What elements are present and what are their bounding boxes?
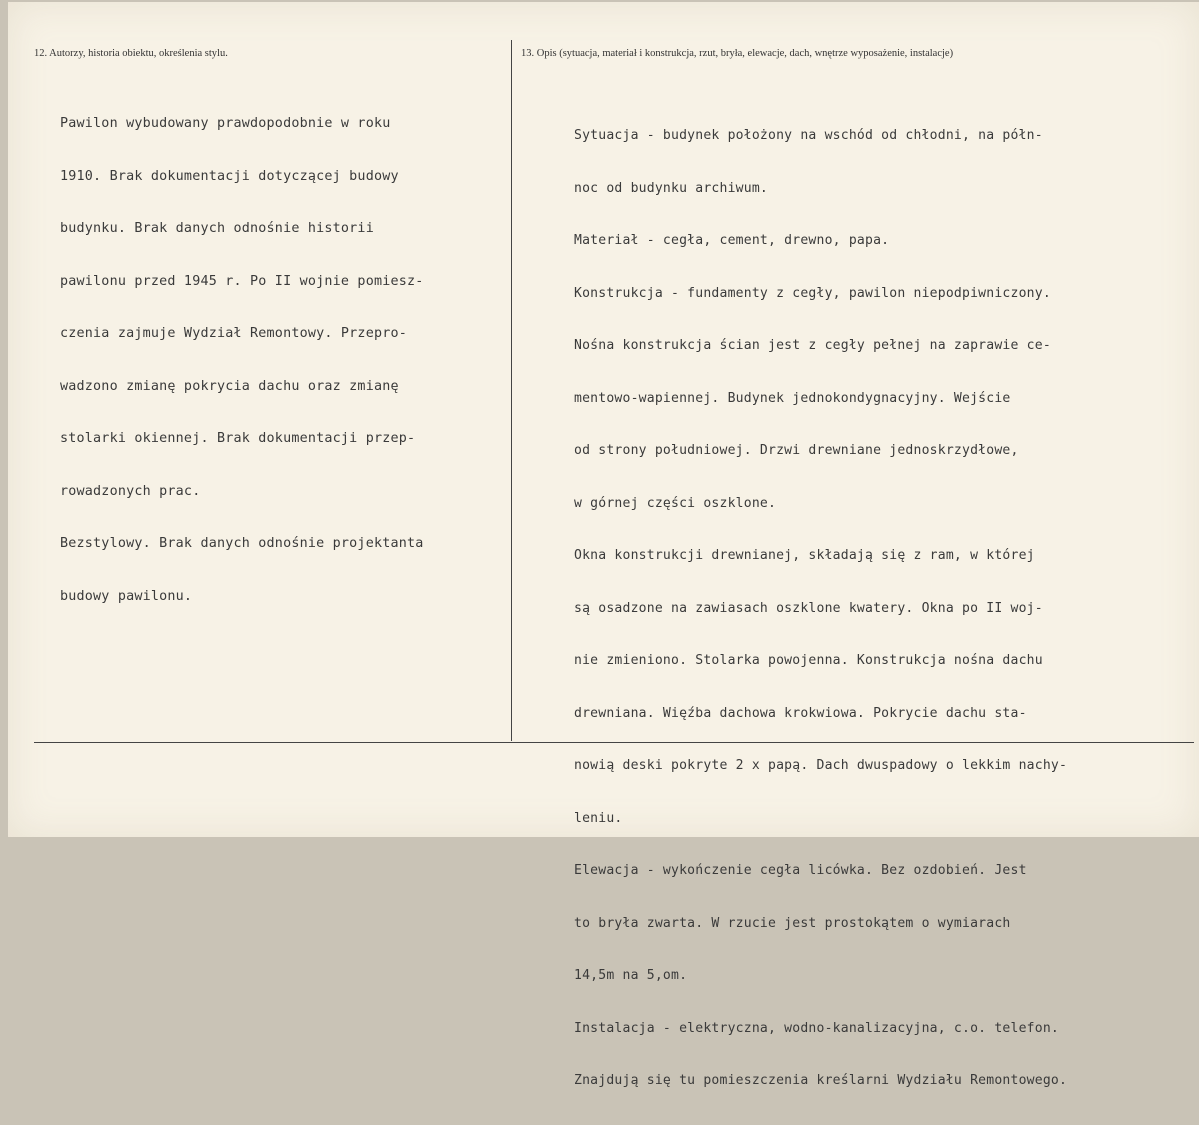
history-line: Pawilon wybudowany prawdopodobnie w roku <box>60 116 391 131</box>
description-line: Znajdują się tu pomieszczenia kreślarni Wydziału Remontowego. <box>574 1073 1068 1088</box>
description-line: drewniana. Więźba dachowa krokwiowa. Pokrycie dachu sta- <box>574 705 1027 721</box>
description-text <box>574 92 1067 1125</box>
description-line: mentowo-wapiennej. Budynek jednokondygnacyjny. Wejście <box>574 390 1011 406</box>
description-line: noc od budynku archiwum. <box>574 180 768 196</box>
history-line: 1910. Brak dokumentacji dotyczącej budowy <box>60 168 399 184</box>
description-line: 14,5m na 5,om. <box>574 968 688 983</box>
history-line: Bezstylowy. Brak danych odnośnie projektanta <box>60 536 424 551</box>
description-line: Materiał - cegła, cement, drewno, papa. <box>574 233 890 248</box>
description-line: Instalacja - elektryczna, wodno-kanalizacyjna, c.o. telefon. <box>574 1020 1059 1036</box>
history-line: budowy pawilonu. <box>60 588 193 604</box>
history-line: wadzono zmianę pokrycia dachu oraz zmianę <box>60 378 399 394</box>
description-line: w górnej części oszklone. <box>574 495 777 511</box>
description-line: Sytuacja - budynek położony na wschód od chłodni, na półn- <box>574 128 1043 143</box>
description-line: są osadzone na zawiasach oszklone kwatery. Okna po II woj- <box>574 600 1043 616</box>
history-line: budynku. Brak danych odnośnie historii <box>60 221 374 236</box>
description-line: nowią deski pokryte 2 x papą. Dach dwuspadowy o lekkim nachy- <box>574 758 1068 773</box>
history-line: czenia zajmuje Wydział Remontowy. Przepro- <box>60 326 407 341</box>
section-12-header: 12. Autorzy, historia obiektu, określenia stylu. <box>34 48 228 59</box>
description-line: Konstrukcja - fundamenty z cegły, pawilon niepodpiwniczony. <box>574 285 1051 301</box>
column-divider <box>511 40 512 741</box>
history-line: pawilonu przed 1945 r. Po II wojnie pomiesz- <box>60 273 424 289</box>
description-line: Elewacja - wykończenie cegła licówka. Bez ozdobień. Jest <box>574 863 1027 878</box>
archive-card <box>8 2 1199 1088</box>
description-line: Nośna konstrukcja ścian jest z cegły pełnej na zaprawie ce- <box>574 338 1051 353</box>
description-line: od strony południowej. Drzwi drewniane jednoskrzydłowe, <box>574 443 1019 458</box>
description-line: Okna konstrukcji drewnianej, składają się z ram, w której <box>574 548 1035 563</box>
description-line: nie zmieniono. Stolarka powojenna. Konstrukcja nośna dachu <box>574 653 1043 668</box>
section-13-header: 13. Opis (sytuacja, materiał i konstrukcja, rzut, bryła, elewacje, dach, wnętrze wyposażenie, instalacje) <box>521 48 954 59</box>
history-line: stolarki okiennej. Brak dokumentacji przep- <box>60 431 416 446</box>
history-text <box>60 80 424 640</box>
description-line: leniu. <box>574 810 623 826</box>
description-line: to bryła zwarta. W rzucie jest prostokątem o wymiarach <box>574 915 1011 931</box>
history-line: rowadzonych prac. <box>60 483 201 499</box>
